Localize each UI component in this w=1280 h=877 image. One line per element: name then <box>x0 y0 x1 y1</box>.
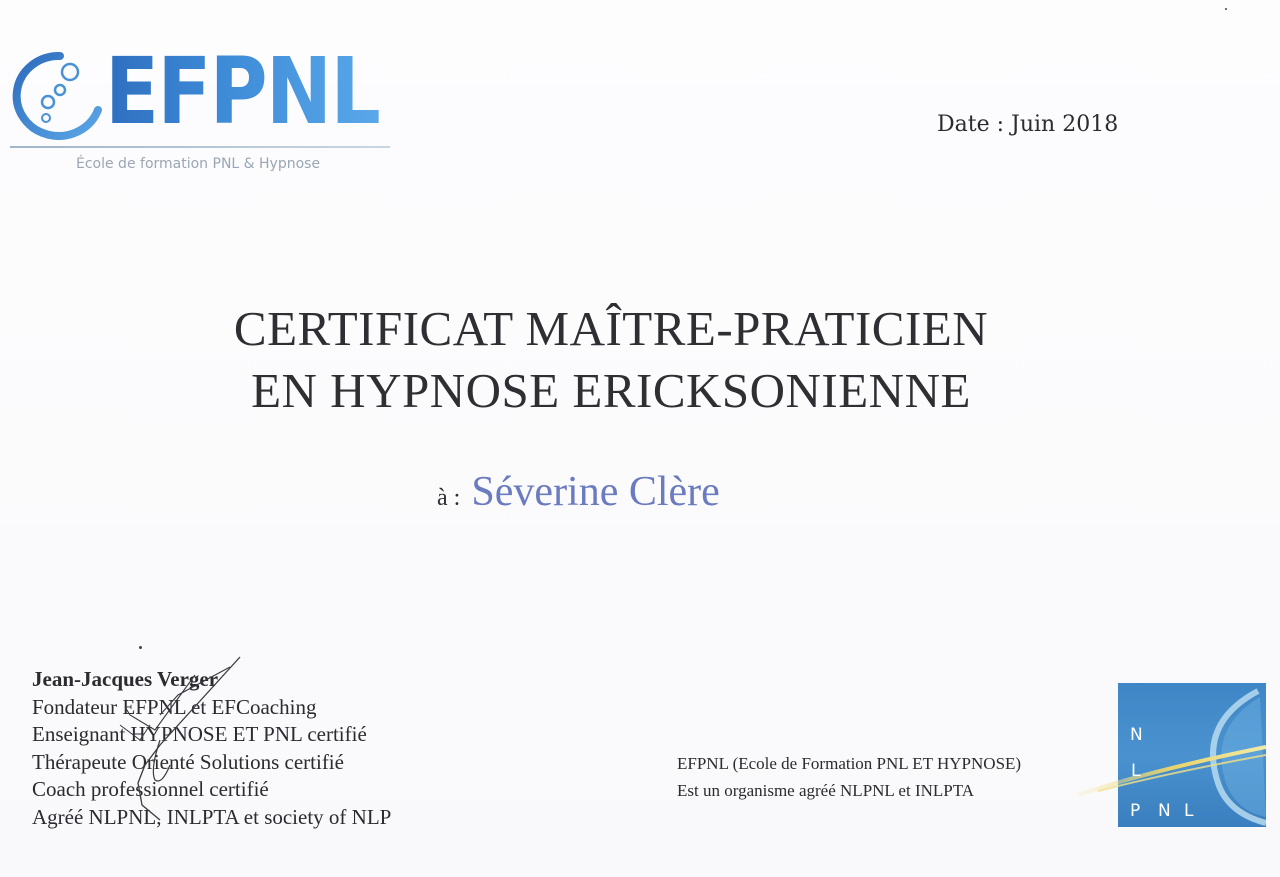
badge-letter: L <box>1184 801 1195 821</box>
signatory-name: Jean-Jacques Verger <box>32 667 219 691</box>
accreditation-block <box>677 750 1021 804</box>
signatory-role: Fondateur EFPNL et EFCoaching <box>32 694 317 719</box>
logo-divider <box>10 146 390 148</box>
recipient-prefix: à : <box>437 485 461 511</box>
nlpnl-badge <box>1118 683 1266 827</box>
certificate-title-line-1: CERTIFICAT MAÎTRE-PRATICIEN <box>233 301 989 356</box>
recipient-name: Séverine Clère <box>471 469 720 515</box>
signatory-role: Coach professionnel certifié <box>32 777 269 801</box>
signatory-role: Thérapeute Orienté Solutions certifié <box>32 749 344 774</box>
efpnl-logo <box>10 38 395 175</box>
scan-speck <box>139 646 142 649</box>
badge-swoosh-icon <box>1078 683 1266 827</box>
badge-letter: L <box>1131 761 1142 781</box>
signatory-block <box>32 666 391 831</box>
accreditation-line-2: Est un organisme agréé NLPNL et INLPTA <box>677 781 975 800</box>
logo-tagline: École de formation PNL & Hypnose <box>76 156 321 172</box>
signatory-role: Agréé NLPNL, INLPTA et society of NLP <box>32 804 392 829</box>
scan-speck <box>1225 8 1227 10</box>
signatory-role: Enseignant HYPNOSE ET PNL certifié <box>32 722 367 746</box>
recipient-line <box>437 468 720 516</box>
logo-wordmark: EFPNL <box>105 38 380 145</box>
certificate-date: Date : Juin 2018 <box>937 112 1119 137</box>
badge-letter: P <box>1130 801 1142 821</box>
certificate-title-line-2: EN HYPNOSE ERICKSONIENNE <box>251 363 971 418</box>
badge-letter: N <box>1130 725 1144 745</box>
bubbles-circle-icon <box>10 50 105 140</box>
badge-letter: N <box>1158 801 1172 821</box>
accreditation-line-1: EFPNL (Ecole de Formation PNL ET HYPNOSE) <box>677 754 1022 773</box>
